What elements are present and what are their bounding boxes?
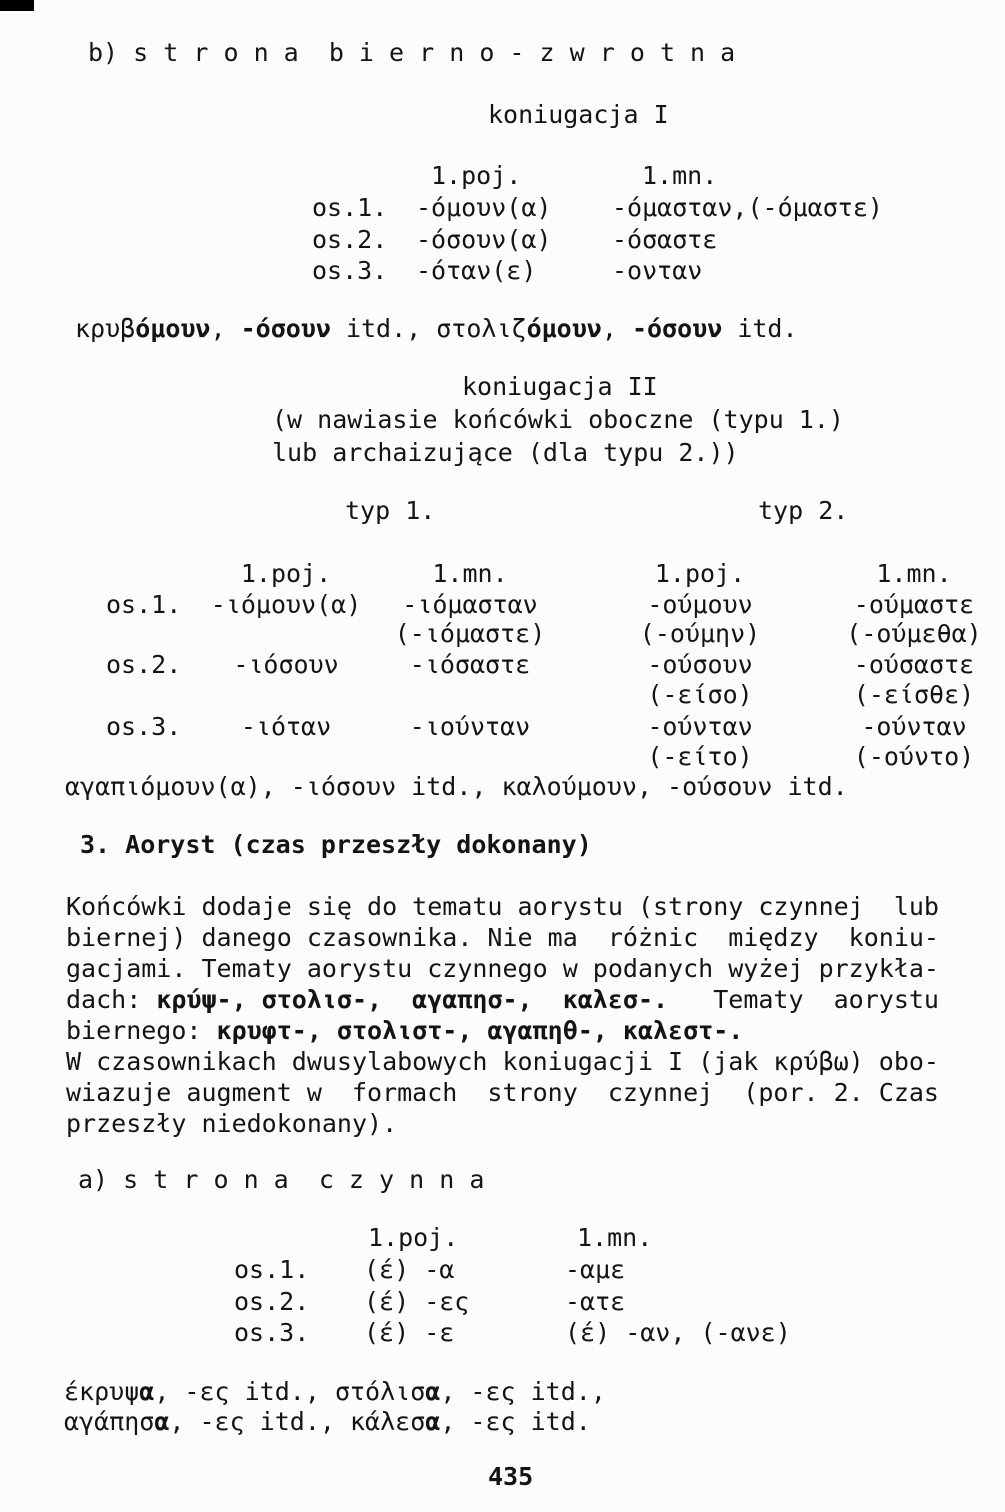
typ2-plural-form: -ούσαστε xyxy=(853,650,975,679)
typ2-plural-form: (-ούμεθα) xyxy=(846,619,982,648)
typ2-singular-form: (-είτο) xyxy=(647,742,753,771)
col-plural-label: 1.mn. xyxy=(642,161,718,190)
example-text-bold: α xyxy=(425,1377,441,1406)
person-label: os.3. xyxy=(234,1318,310,1347)
example-text-bold: α xyxy=(425,1407,441,1436)
spacer xyxy=(106,559,206,589)
greek-stems-bold: κρύψ-, στολισ-, αγαπησ-, καλεσ-. xyxy=(156,985,669,1014)
typ1-singular-form xyxy=(206,742,366,772)
person-label xyxy=(106,619,206,649)
typ2-singular-form: (-ούμην) xyxy=(639,619,761,648)
plural-form: -αμε xyxy=(565,1255,626,1284)
typ1-singular-form: -ιόμουν(α) xyxy=(210,590,362,619)
typ1-label: typ 1. xyxy=(345,496,436,525)
koniugacja2-example-line: αγαπιόμουν(α), -ιόσουν itd., καλούμουν, -ούσουν itd. xyxy=(65,772,848,801)
paragraph-text: biernego: xyxy=(66,1016,217,1045)
col-singular-label: 1.poj. xyxy=(240,559,332,588)
singular-form: -όσουν(α) xyxy=(416,225,552,254)
example-text-bold: όμουν xyxy=(526,314,602,343)
typ1-singular-form: -ιόσουν xyxy=(233,650,339,679)
paragraph-line: wiazuje augment w formach strony czynnej (por. 2. Czas xyxy=(66,1078,939,1107)
example-text: , -ες itd., xyxy=(440,1377,606,1406)
typ1-plural-form: -ιόσαστε xyxy=(409,650,531,679)
person-label: os.2. xyxy=(234,1287,310,1316)
typ1-singular-form: -ιόταν xyxy=(240,712,332,741)
typ2-singular-form: -ούμουν xyxy=(647,590,753,619)
person-label: os.3. xyxy=(312,256,388,285)
aoryst-table-row xyxy=(234,1287,625,1317)
typ2-plural-form: -ούνταν xyxy=(861,712,967,741)
koniugacja2-row xyxy=(106,712,1002,742)
typ2-singular-form: -ούσουν xyxy=(647,650,753,679)
typ1-plural-form xyxy=(366,680,574,710)
person-label: os.2. xyxy=(106,650,182,679)
aoryst-table-header-row xyxy=(234,1223,652,1253)
plural-form: -ονταν xyxy=(612,256,703,285)
singular-form: -όμουν(α) xyxy=(416,193,552,222)
example-text: , -ες itd., κάλεσ xyxy=(169,1407,426,1436)
paragraph-line: Końcówki dodaje się do tematu aorystu (strony czynnej lub xyxy=(66,892,939,921)
typ1-singular-form xyxy=(206,619,366,649)
paragraph-line xyxy=(66,1016,743,1046)
example-text: αγάπησ xyxy=(64,1407,155,1436)
paragraph-line: W czasownikach dwusylabowych koniugacji I (jak κρύβω) obo- xyxy=(66,1047,939,1076)
paragraph-line: przeszły niedokonany). xyxy=(66,1109,398,1138)
plural-form: -όσαστε xyxy=(612,225,718,254)
example-text: κρυβ xyxy=(75,314,136,343)
typ2-singular-form: -ούνταν xyxy=(647,712,753,741)
example-text: , -ες itd., στόλισ xyxy=(154,1377,426,1406)
singular-form: (έ) -ες xyxy=(364,1287,470,1316)
typ2-plural-form: -ούμαστε xyxy=(853,590,975,619)
plural-form: -ατε xyxy=(565,1287,626,1316)
singular-form: (έ) -α xyxy=(364,1255,455,1284)
aoryst-table-row xyxy=(234,1255,625,1285)
typ1-plural-form: (-ιόμαστε) xyxy=(394,619,546,648)
example-text-bold: -όσουν xyxy=(240,314,331,343)
koniugacja2-row-variants xyxy=(106,619,1002,649)
koniugacja2-note-2: lub archaizujące (dla typu 2.)) xyxy=(272,438,739,467)
paragraph-line: gacjami. Tematy aorystu czynnego w podanych wyżej przykła- xyxy=(66,954,939,983)
person-label: os.1. xyxy=(234,1255,310,1284)
person-label: os.2. xyxy=(312,225,388,254)
plural-form: -όμασταν,(-όμαστε) xyxy=(612,193,883,222)
aoryst-example-line xyxy=(64,1377,606,1407)
person-label: os.1. xyxy=(312,193,388,222)
col-singular-label: 1.poj. xyxy=(368,1223,459,1252)
section-a-heading: a) s t r o n a c z y n n a xyxy=(78,1165,485,1194)
example-text-bold: α xyxy=(154,1407,170,1436)
example-text-bold: όμουν xyxy=(135,314,211,343)
koniugacja2-note-1: (w nawiasie końcówki oboczne (typu 1.) xyxy=(272,405,844,434)
koniugacja2-title: koniugacja II xyxy=(462,372,658,401)
col-plural-label: 1.mn. xyxy=(577,1223,653,1252)
spacer xyxy=(234,1223,364,1253)
person-label xyxy=(106,742,206,772)
page-number: 435 xyxy=(488,1462,534,1491)
koniugacja1-title: koniugacja I xyxy=(488,100,669,129)
typ1-plural-form: -ιόμασταν xyxy=(402,590,538,619)
koniugacja2-row-variants xyxy=(106,680,1002,710)
example-text-bold: α xyxy=(139,1377,155,1406)
person-label: os.1. xyxy=(106,590,182,619)
typ2-plural-form: (-ούντο) xyxy=(853,742,975,771)
example-text: itd. xyxy=(722,314,798,343)
example-text-bold: -όσουν xyxy=(631,314,723,343)
aoryst-table-row xyxy=(234,1318,791,1348)
koniugacja1-row xyxy=(312,193,883,223)
plural-form: (έ) -αν, (-ανε) xyxy=(565,1318,791,1347)
greek-stems-bold: κρυφτ-, στολιστ-, αγαπηθ-, καλεστ-. xyxy=(216,1016,744,1045)
aoryst-example-line xyxy=(64,1407,591,1437)
koniugacja1-header-row xyxy=(312,161,717,191)
koniugacja2-row xyxy=(106,650,1002,680)
paragraph-text: Tematy aorystu xyxy=(668,985,939,1014)
section-3-heading: 3. Aoryst (czas przeszły dokonany) xyxy=(80,830,592,859)
singular-form: (έ) -ε xyxy=(364,1318,455,1347)
scan-artifact-mark xyxy=(0,0,34,11)
paragraph-text: dach: xyxy=(66,985,157,1014)
koniugacja2-row xyxy=(106,590,1002,620)
example-text: itd., στολιζ xyxy=(330,314,527,343)
typ1-plural-form xyxy=(366,742,574,772)
typ2-label: typ 2. xyxy=(758,496,849,525)
paragraph-line: biernej) danego czasownika. Nie ma różnic między koniu- xyxy=(66,923,939,952)
person-label xyxy=(106,680,206,710)
singular-form: -όταν(ε) xyxy=(416,256,537,285)
col-singular-label: 1.poj. xyxy=(431,161,522,190)
paragraph-line xyxy=(66,985,939,1015)
person-label: os.3. xyxy=(106,712,182,741)
spacer xyxy=(312,161,416,191)
example-text: , xyxy=(601,314,632,343)
typ2-plural-form: (-είσθε) xyxy=(853,680,975,709)
typ2-singular-form: (-είσο) xyxy=(647,680,753,709)
col-singular-label: 1.poj. xyxy=(654,559,746,588)
koniugacja2-header-row xyxy=(106,559,1002,589)
koniugacja1-row xyxy=(312,256,702,286)
col-plural-label: 1.mn. xyxy=(432,559,508,588)
koniugacja1-example-line xyxy=(75,314,798,344)
typ1-plural-form: -ιούνταν xyxy=(409,712,531,741)
typ1-singular-form xyxy=(206,680,366,710)
koniugacja1-row xyxy=(312,225,717,255)
section-b-heading: b) s t r o n a b i e r n o - z w r o t n a xyxy=(88,38,736,67)
example-text: , -ες itd. xyxy=(440,1407,591,1436)
col-plural-label: 1.mn. xyxy=(876,559,952,588)
example-text: , xyxy=(210,314,241,343)
example-text: έκρυψ xyxy=(64,1377,140,1406)
koniugacja2-row-variants xyxy=(106,742,1002,772)
